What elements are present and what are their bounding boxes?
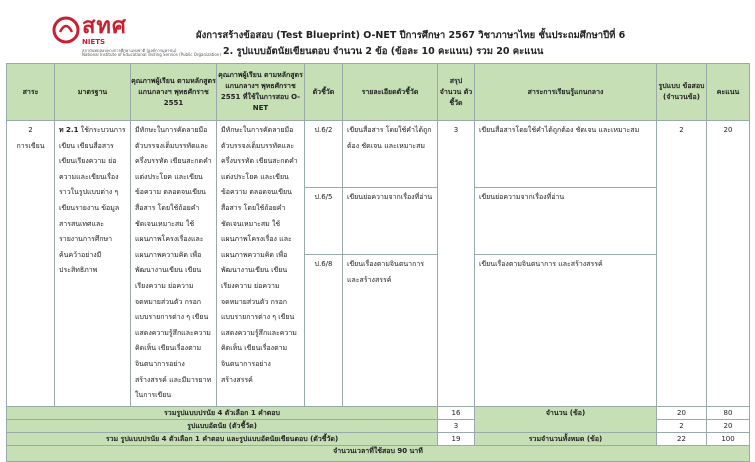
indicator-detail: เขียนสื่อสาร โดยใช้คำได้ถูกต้อง ชัดเจน และเหมาะสม — [347, 126, 432, 150]
format-cell: 2 — [679, 126, 684, 134]
indicator-count-cell: 3 — [453, 126, 459, 134]
indicator-code: ป.6/2 — [314, 126, 333, 134]
score-cell: 20 — [723, 126, 733, 134]
indicator-code: ป.6/5 — [314, 193, 333, 202]
summary-row-total — [7, 432, 750, 445]
logo-subtitle-th: สถาบันทดสอบทางการศึกษาแห่งชาติ (องค์การมหาชน) — [82, 48, 177, 53]
summary-all-items-label: รวมจำนวนทั้งหมด (ข้อ) — [475, 432, 657, 445]
logo-thai-text: สทศ — [82, 14, 127, 39]
col-quality-core: คุณภาพผู้เรียน ตามหลักสูตรแกนกลางฯ พุทธศักราช 2551 — [131, 64, 217, 121]
table-row — [7, 121, 750, 188]
standard-cell — [55, 121, 130, 281]
col-learning-content: สาระการเรียนรู้แกนกลาง — [475, 64, 657, 121]
summary-row-mc — [7, 406, 750, 419]
logo-subtitle-en: National Institute of Educational Testing Service (Public Organization) — [82, 52, 221, 57]
learning-content: เขียนเรื่องตามจินตนาการ และสร้างสรรค์ — [479, 260, 603, 269]
summary-written-label: รูปแบบอัตนัย (ตัวชี้วัด) — [7, 419, 438, 432]
summary-items-label: จำนวน (ข้อ) — [475, 406, 657, 432]
niets-logo — [52, 14, 221, 57]
indicator-detail: เขียนเรื่องตามจินตนาการและสร้างสรรค์ — [347, 260, 425, 284]
col-indicator-count: สรุป จำนวน ตัวชี้วัด — [438, 64, 475, 121]
summary-all-items: 22 — [657, 432, 707, 445]
col-standard: มาตรฐาน — [55, 64, 131, 121]
summary-mc-label: รวมรูปแบบปรนัย 4 ตัวเลือก 1 คำตอบ — [7, 406, 438, 419]
summary-written-items: 2 — [657, 419, 707, 432]
summary-total-label: รวม รูปแบบปรนัย 4 ตัวเลือก 1 คำตอบ และรูปแบบอัตนัยเขียนตอบ (ตัวชี้วัด) — [7, 432, 438, 445]
blueprint-table — [6, 63, 750, 462]
indicator-code: ป.6/8 — [314, 260, 333, 269]
summary-mc-score: 80 — [707, 406, 750, 419]
col-score: คะแนน — [707, 64, 750, 121]
col-quality-onet: คุณภาพผู้เรียน ตามหลักสูตรแกนกลางฯ พุทธศักราช 2551 ที่ใช้ในการสอบ O-NET — [217, 64, 305, 121]
niets-logo-icon — [52, 14, 80, 46]
standard-code: ท 2.1 — [59, 126, 79, 134]
summary-mc-count: 16 — [438, 406, 475, 419]
learning-content: เขียนย่อความจากเรื่องที่อ่าน — [479, 193, 565, 202]
summary-time-label: จำนวนเวลาที่ใช้สอบ 90 นาที — [7, 445, 750, 461]
strand-cell: 2 การเขียน — [16, 126, 45, 150]
standard-text: ใช้กระบวนการเขียน เขียนสื่อสาร เขียนเรียงความ ย่อความและเขียนเรื่องราวในรูปแบบต่าง ๆ เขียนรายงาน ข้อมูลสารสนเทศและรายงานการศึกษาค้นคว้าอย่างมีประสิทธิภาพ — [59, 126, 126, 275]
learning-content: เขียนสื่อสารโดยใช้คำได้ถูกต้อง ชัดเจน และเหมาะสม — [479, 126, 640, 134]
summary-all-score: 100 — [707, 432, 750, 445]
logo-niets-text: NIETS — [82, 38, 106, 46]
header — [0, 0, 755, 64]
summary-mc-items: 20 — [657, 406, 707, 419]
col-format: รูปแบบ ข้อสอบ (จำนวนข้อ) — [657, 64, 707, 121]
indicator-detail: เขียนย่อความจากเรื่องที่อ่าน — [347, 193, 433, 202]
col-strand: สาระ — [7, 64, 55, 121]
header-row — [7, 64, 750, 121]
quality-onet-cell: มีทักษะในการคัดลายมือตัวบรรจงเต็มบรรทัดและครึ่งบรรทัด เขียนสะกดคำ แต่งประโยค และเขียนข้อความ ตลอดจนเขียนสื่อสาร โดยใช้ถ้อยคำชัดเจนเหมาะสม ใช้แผนภาพโครงเรื่อง และแผนภาพความคิด เพื่อพัฒนางานเขียน เขียนเรียงความ ย่อความจดหมายส่วนตัว กรอกแบบรายการต่าง ๆ เขียนแสดงความรู้สึกและความคิดเห็น เขียนเรื่องตามจินตนาการอย่างสร้างสรรค์ — [221, 126, 298, 384]
summary-total-count: 19 — [438, 432, 475, 445]
page-subtitle: 2. รูปแบบอัตนัยเขียนตอบ จำนวน 2 ข้อ (ข้อละ 10 คะแนน) รวม 20 คะแนน — [223, 46, 544, 57]
page-title: ผังการสร้างข้อสอบ (Test Blueprint) O-NET ปีการศึกษา 2567 วิชาภาษาไทย ชั้นประถมศึกษาปีที่ 6 — [196, 30, 626, 41]
summary-written-score: 20 — [707, 419, 750, 432]
col-indicator: ตัวชี้วัด — [305, 64, 343, 121]
quality-core-cell: มีทักษะในการคัดลายมือตัวบรรจงเต็มบรรทัดและครึ่งบรรทัด เขียนสะกดคำ แต่งประโยค และเขียนข้อความ ตลอดจนเขียนสื่อสาร โดยใช้ถ้อยคำชัดเจนเหมาะสม ใช้แผนภาพโครงเรื่องและแผนภาพความคิด เพื่อพัฒนางานเขียน เขียนเรียงความ ย่อความ จดหมายส่วนตัว กรอกแบบรายการต่าง ๆ เขียนแสดงความรู้สึกและความคิดเห็น เขียนเรื่องตามจินตนาการอย่างสร้างสรรค์ และมีมารยาทในการเขียน — [135, 126, 212, 400]
summary-written-count: 3 — [438, 419, 475, 432]
col-indicator-detail: รายละเอียดตัวชี้วัด — [343, 64, 438, 121]
summary-row-time — [7, 445, 750, 461]
